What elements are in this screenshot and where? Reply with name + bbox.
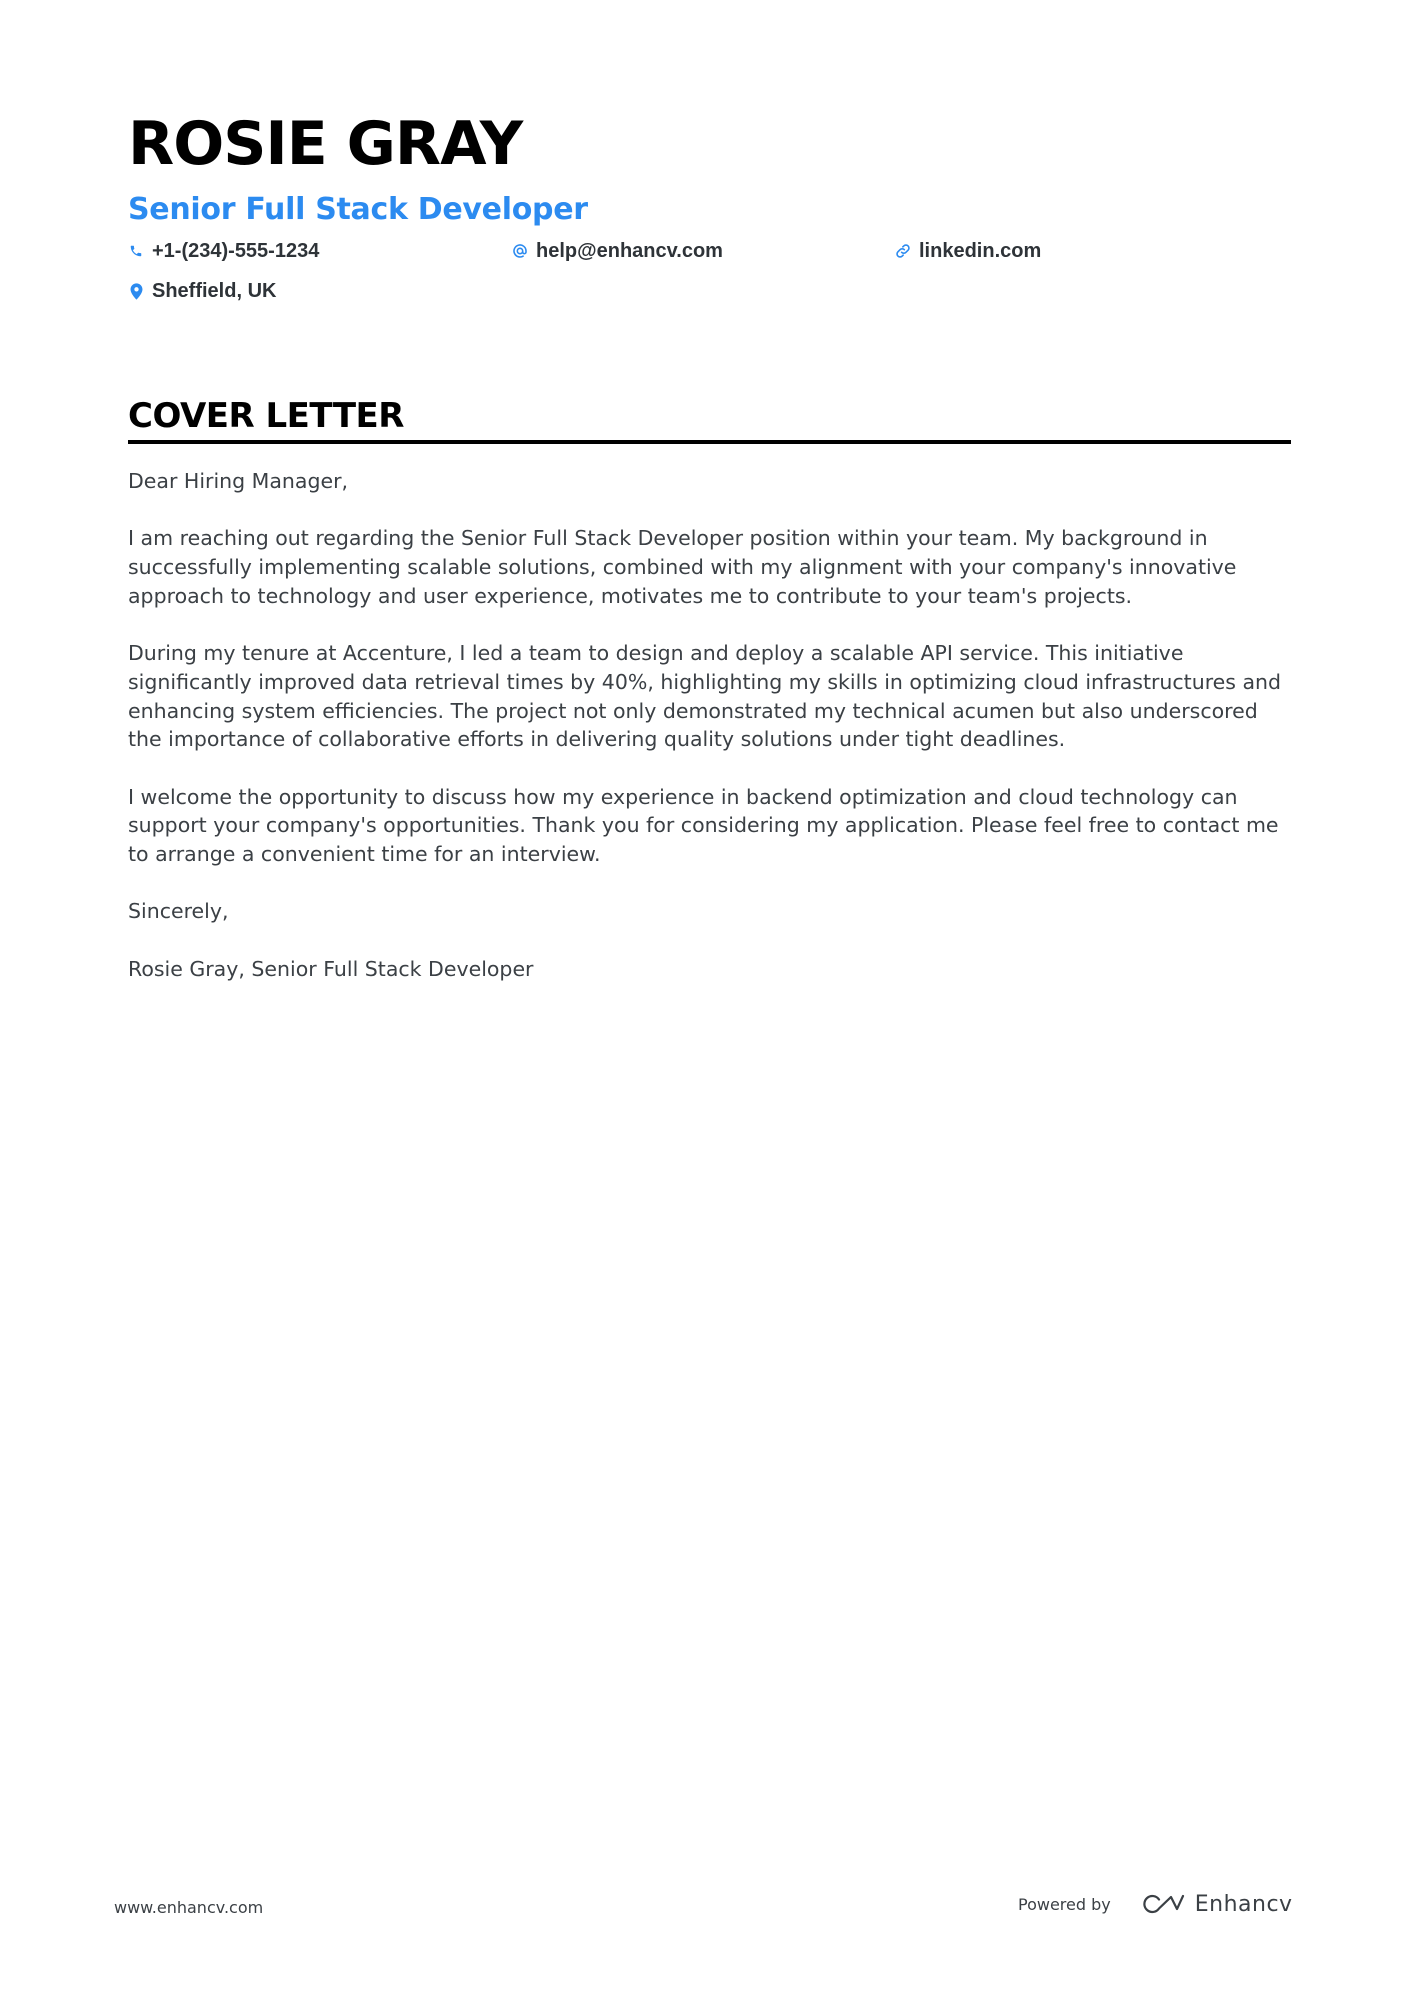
contact-link[interactable] xyxy=(895,236,1041,266)
phone-icon xyxy=(128,242,144,260)
cover-letter-page xyxy=(128,104,1291,981)
email-text[interactable]: help@enhancv.com xyxy=(536,239,723,262)
letter-paragraph: I welcome the opportunity to discuss how my experience in backend optimization and cloud technology can support your company's opportunities. Thank you for considering my application. Please feel free to contact me to arrange a convenient time for an interview. xyxy=(128,784,1279,867)
contact-info xyxy=(128,236,1291,328)
contact-location xyxy=(128,276,276,306)
applicant-name: ROSIE GRAY xyxy=(128,109,523,179)
letter-greeting: Dear Hiring Manager, xyxy=(128,469,349,493)
link-text[interactable]: linkedin.com xyxy=(919,239,1042,262)
applicant-title: Senior Full Stack Developer xyxy=(128,192,588,227)
letter-signature: Rosie Gray, Senior Full Stack Developer xyxy=(128,956,534,981)
contact-email[interactable] xyxy=(512,236,723,266)
location-text: Sheffield, UK xyxy=(152,279,277,302)
brand-name: Enhancv xyxy=(1194,1891,1293,1917)
powered-by-text: Powered by xyxy=(1018,1894,1111,1914)
footer-branding xyxy=(1018,1882,1293,1926)
footer-website[interactable]: www.enhancv.com xyxy=(114,1898,264,1917)
contact-phone xyxy=(128,236,319,266)
map-pin-icon xyxy=(128,282,144,300)
phone-text: +1-(234)-555-1234 xyxy=(152,239,320,262)
at-icon xyxy=(512,242,528,260)
letter-body xyxy=(128,467,1291,1012)
link-icon xyxy=(895,242,911,260)
letter-closing: Sincerely, xyxy=(128,899,229,924)
letter-paragraph: I am reaching out regarding the Senior Full Stack Developer position within your team. My background in successfully implementing scalable solutions, combined with my alignment with your company's innovative approach to technology and user experience, motivates me to contribute to your team's projects. xyxy=(128,526,1237,608)
letter-paragraph: During my tenure at Accenture, I led a team to design and deploy a scalable API service. This initiative significantly improved data retrieval times by 40%, highlighting my skills in optimizing cloud infrastructures and enhancing system efficiencies. The project not only demonstrated my technical acumen but also underscored the importance of collaborative efforts in delivering quality solutions under tight deadlines. xyxy=(128,641,1282,752)
enhancv-logo-icon xyxy=(1139,1891,1195,1917)
section-heading: COVER LETTER xyxy=(128,394,1291,444)
